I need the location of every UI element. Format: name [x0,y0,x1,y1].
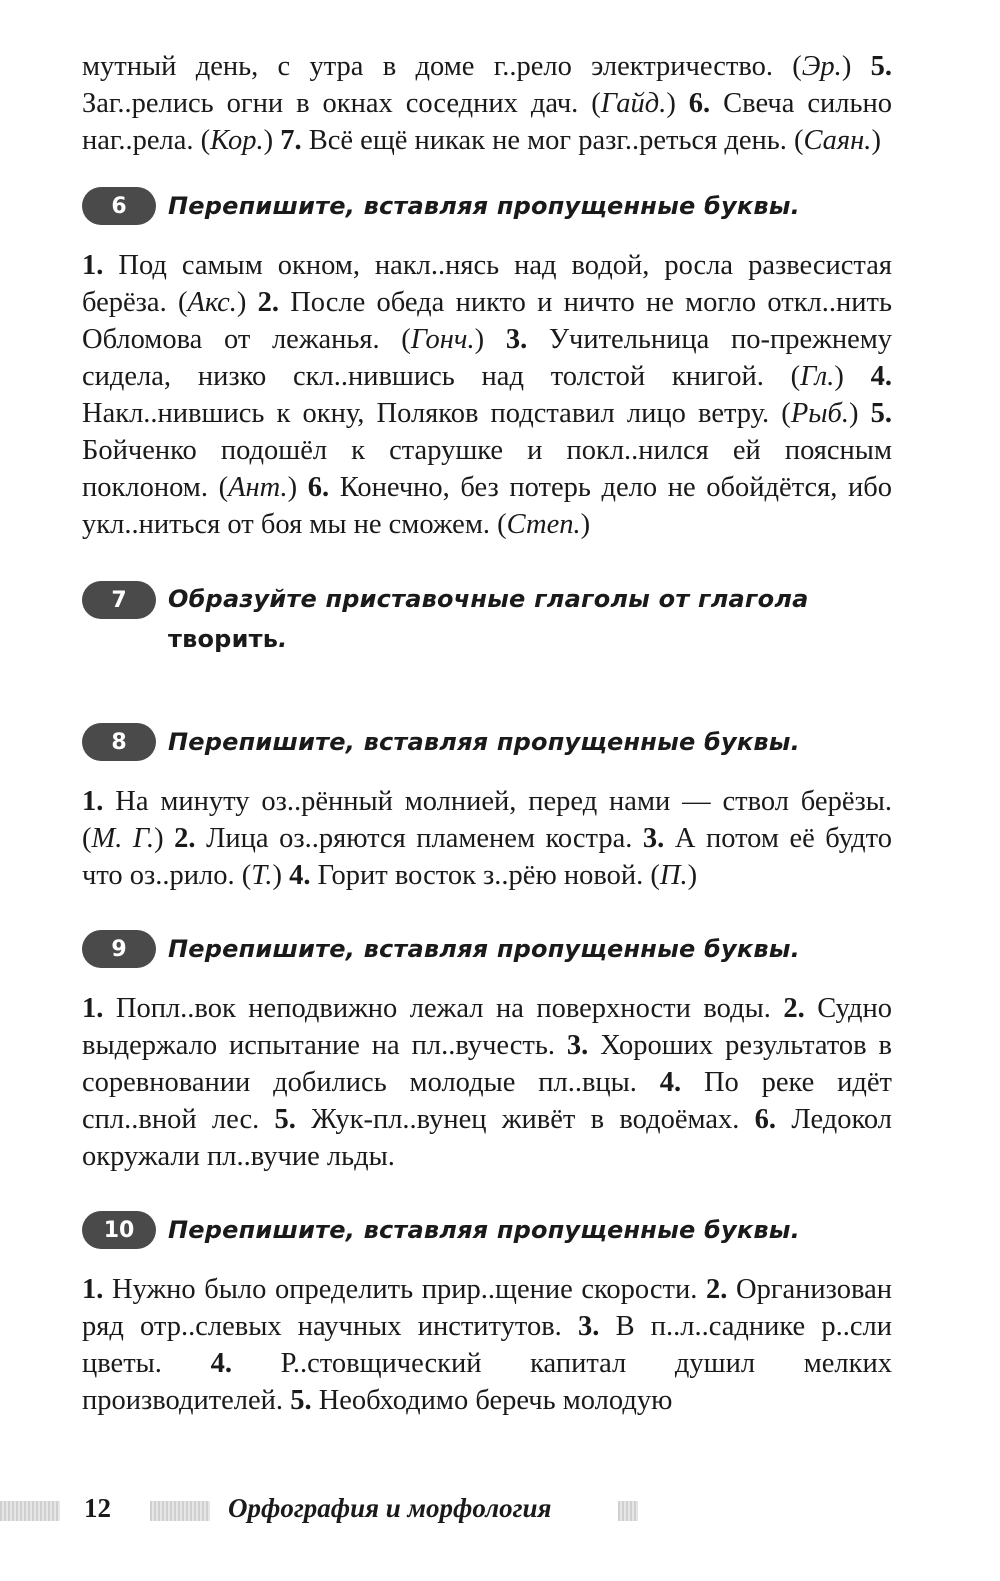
task-instruction-text: Образуйте приставочные глаголы от глагола [168,585,809,613]
sentence-text: Под самым окном, накл..нясь над водой, росла развесистая берёза. ( [82,250,892,318]
sentence-text: На минуту оз..рённый молнией, перед нами — ствол берёзы. ( [82,786,892,854]
sentence-number: 5. [274,1104,296,1135]
sentence-text: Всё ещё никак не мог разг..реться день. ( [301,125,804,156]
task-number-badge: 9 [82,930,156,968]
sentence-text: Заг..релись огни в окнах соседних дач. ( [82,88,601,119]
paren: ) [287,472,308,503]
sentence-text: Необходимо беречь молодую [311,1385,673,1416]
sentence-text: Учительница по-прежнему сидела, низко скл..нившись над толстой книгой. ( [82,324,893,392]
sentence-text: Ледокол окружали пл..вучие льды. [82,1104,892,1172]
author-ref: Гайд. [600,88,667,119]
footer-decor-left [0,1501,60,1521]
task-instruction: Перепишите, вставляя пропущенные буквы. [168,1216,800,1244]
paren: ) [871,125,881,156]
intro-paragraph [82,48,892,159]
sentence-text: Лица оз..ряются пламенем костра. [195,823,643,854]
sentence-number: 4. [659,1067,682,1098]
sentence-text: мутный день, с утра в доме г..рело электричество. ( [82,51,802,82]
task-8-body [82,783,892,894]
sentence-number: 1. [82,1274,104,1305]
paren: ) [848,398,871,429]
paren: ) [272,860,290,891]
sentence-text: Горит восток з..рёю новой. ( [310,860,660,891]
sentence-text: После обеда никто и ничто не могло откл..нить Обломова от лежанья. ( [82,287,892,355]
author-ref: Ант. [228,472,288,503]
author-ref: Гл. [800,361,835,392]
sentence-text: По реке идёт спл..вной лес. [82,1067,893,1135]
footer-decor-middle [150,1501,210,1521]
page-number: 12 [84,1493,111,1523]
task-9-header [82,930,892,968]
sentence-text: Судно выдержало испытание на пл..вучесть. [82,993,892,1061]
author-ref: Эр. [801,51,842,82]
sentence-number: 5. [290,1385,312,1416]
sentence-number: 1. [82,250,104,281]
sentence-number: 3. [578,1311,600,1342]
sentence-number: 2. [783,993,805,1024]
sentence-text: Свеча сильно наг..рела. ( [82,88,892,156]
sentence-text: Попл..вок неподвижно лежал на поверхности воды. [103,993,784,1024]
sentence-number: 5. [870,51,892,82]
sentence-number: 1. [82,786,104,817]
task-6-header [82,187,892,225]
footer-decor-right [618,1501,638,1521]
sentence-number: 4. [289,860,311,891]
paren: ) [580,509,591,540]
sentence-number: 4. [870,361,892,392]
paren: ) [263,125,281,156]
author-ref: Саян. [803,125,872,156]
task-instruction [168,579,892,659]
sentence-text: Хороших результатов в соревновании добились молодые пл..вцы. [82,1030,892,1098]
author-ref: Кор. [210,125,264,156]
sentence-number: 2. [706,1274,728,1305]
page-footer [0,1491,1000,1531]
paren: ) [666,88,689,119]
verb-word: творить [168,625,279,653]
sentence-number: 3. [566,1030,589,1061]
sentence-text: Нужно было определить прир..щение скорости. [103,1274,706,1305]
task-number-badge: 10 [82,1211,156,1249]
paren: ) [474,324,506,355]
task-10-header [82,1211,892,1249]
task-instruction: Перепишите, вставляя пропущенные буквы. [168,935,800,963]
task-number-badge: 7 [82,581,156,619]
task-9-body [82,990,892,1175]
sentence-number: 1. [82,993,104,1024]
period: . [278,625,288,653]
author-ref: П. [659,860,688,891]
task-8-header [82,723,892,761]
sentence-text: А потом её будто что оз..рило. ( [82,823,893,891]
sentence-text: В п..л..саднике р..сли цветы. [82,1311,893,1379]
task-number-badge: 6 [82,187,156,225]
author-ref: М. Г. [91,823,155,854]
sentence-text: Накл..нившись к окну, Поляков подставил лицо ветру. ( [82,398,791,429]
sentence-text: Р..стовщический капитал душил мелких производителей. [82,1348,892,1416]
sentence-text: Бойченко подошёл к старушке и покл..нился ей поясным поклоном. ( [82,435,892,503]
paren: ) [687,860,698,891]
author-ref: Рыб. [790,398,849,429]
author-ref: Степ. [506,509,581,540]
sentence-text: Жук-пл..вунец живёт в водоёмах. [295,1104,755,1135]
sentence-number: 5. [870,398,892,429]
author-ref: Т. [251,860,273,891]
task-number-badge: 8 [82,723,156,761]
task-instruction: Перепишите, вставляя пропущенные буквы. [168,192,800,220]
author-ref: Гонч. [410,324,475,355]
sentence-number: 3. [642,823,665,854]
sentence-text: Организован ряд отр..слевых научных институтов. [82,1274,892,1342]
paren: ) [236,287,258,318]
task-instruction: Перепишите, вставляя пропущенные буквы. [168,728,800,756]
author-ref: Акс. [187,287,237,318]
sentence-number: 6. [688,88,711,119]
sentence-number: 4. [210,1348,232,1379]
task-7-header [82,579,892,659]
sentence-number: 3. [505,324,528,355]
sentence-number: 6. [307,472,330,503]
sentence-text: Конечно, без потерь дело не обойдётся, ибо укл..ниться от боя мы не сможем. ( [82,472,893,540]
sentence-number: 6. [754,1104,777,1135]
section-title: Орфография и морфология [228,1493,552,1523]
paren: ) [841,51,852,82]
task-6-body [82,247,892,543]
page-content [82,48,892,1419]
task-10-body [82,1271,892,1419]
sentence-number: 7. [280,125,302,156]
sentence-number: 2. [257,287,279,318]
sentence-number: 2. [174,823,196,854]
paren: ) [154,823,175,854]
paren: ) [834,361,871,392]
